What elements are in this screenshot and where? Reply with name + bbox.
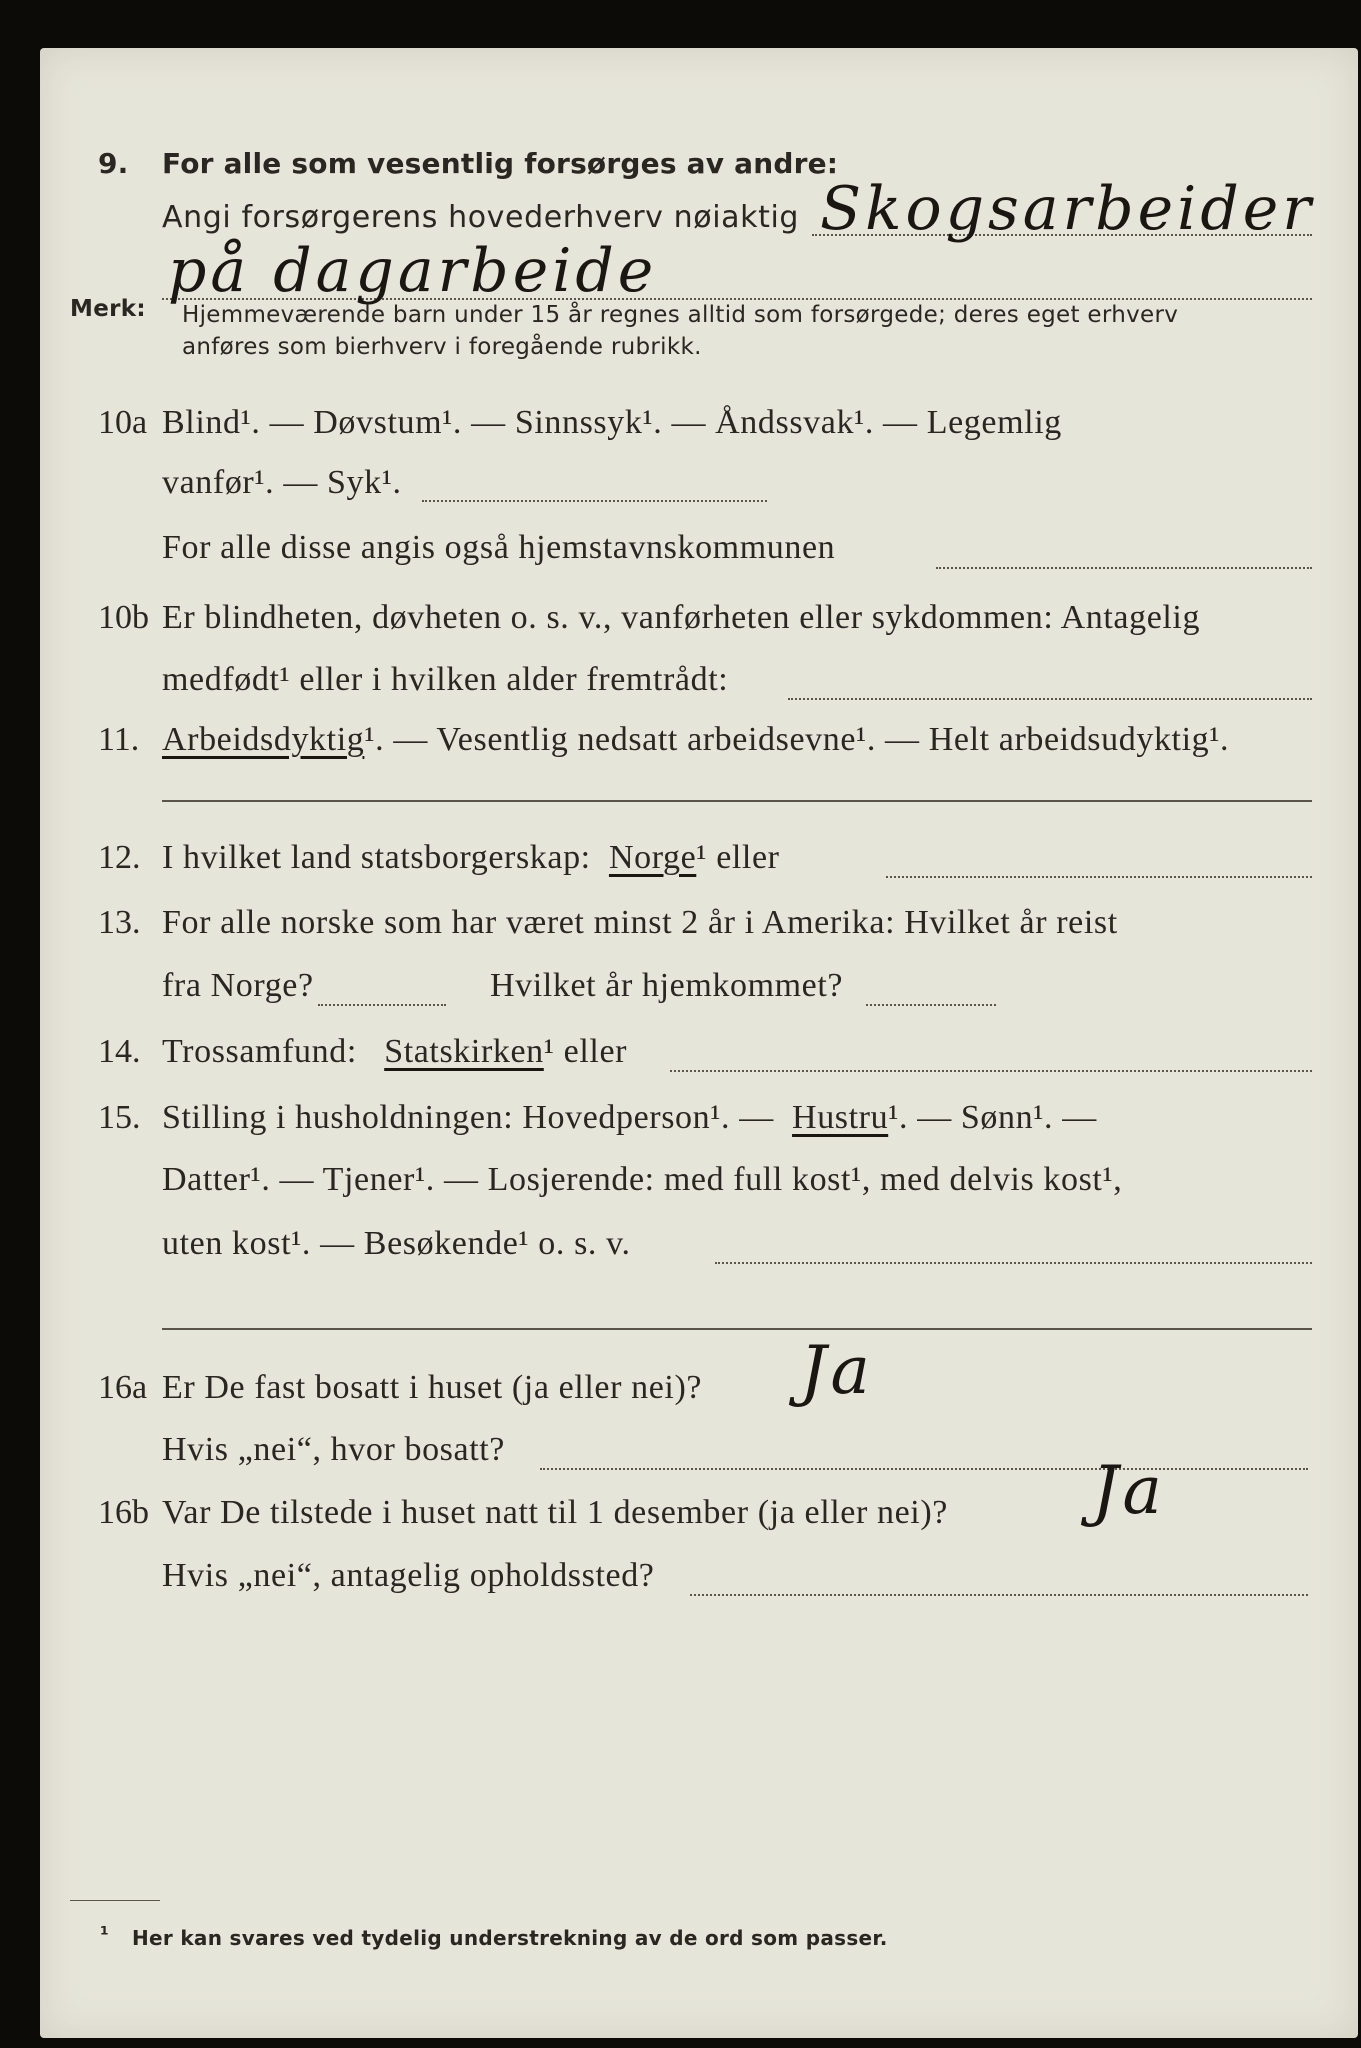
q15-line2: Datter¹. — Tjener¹. — Losjerende: med full kost¹, med delvis kost¹, xyxy=(162,1161,1123,1198)
footnote-mark: ¹ xyxy=(100,1922,110,1946)
q14-answer-line xyxy=(670,1070,1312,1072)
q11-line xyxy=(162,720,1229,760)
q11-number: 11. xyxy=(98,721,140,758)
merk-line1: Hjemmeværende barn under 15 år regnes alltid som forsørgede; deres eget erhverv xyxy=(182,302,1179,328)
q13-line1: For alle norske som har været minst 2 år i Amerika: Hvilket år reist xyxy=(162,904,1118,941)
q10a-line1: Blind¹. — Døvstum¹. — Sinnssyk¹. — Åndssvak¹. — Legemlig xyxy=(162,404,1062,441)
q15-line3: uten kost¹. — Besøkende¹ o. s. v. xyxy=(162,1225,631,1262)
q11-rest: ¹. — Vesentlig nedsatt arbeidsevne¹. — Helt arbeidsudyktig¹. xyxy=(364,721,1230,758)
q14-number: 14. xyxy=(98,1033,141,1070)
q14-text: Trossamfund: xyxy=(162,1033,357,1070)
q10a-kommune-line xyxy=(936,567,1312,569)
q9-number: 9. xyxy=(98,147,129,180)
q12-text: I hvilket land statsborgerskap: xyxy=(162,839,591,876)
merk-line2: anføres som bierhverv i foregående rubrikk. xyxy=(182,334,702,360)
q16b-handwritten-answer: Ja xyxy=(1092,1452,1166,1529)
q16b-line2: Hvis „nei“, antagelig opholdssted? xyxy=(162,1557,655,1594)
merk-label: Merk: xyxy=(70,296,146,322)
q16a-line1: Er De fast bosatt i huset (ja eller nei)? xyxy=(162,1369,703,1406)
q15-underlined-choice: Hustru xyxy=(792,1099,889,1136)
footnote-rule xyxy=(70,1900,160,1901)
q13-number: 13. xyxy=(98,904,141,941)
q14-underlined-choice: Statskirken xyxy=(384,1033,544,1070)
q13-line2b: Hvilket år hjemkommet? xyxy=(490,967,844,1004)
q10a-line3: For alle disse angis også hjemstavnskommunen xyxy=(162,529,836,566)
q16b-line1: Var De tilstede i huset natt til 1 desember (ja eller nei)? xyxy=(162,1494,948,1531)
q16a-bosatt-line xyxy=(540,1468,1308,1470)
q16a-line2: Hvis „nei“, hvor bosatt? xyxy=(162,1431,505,1468)
q15-answer-line2 xyxy=(162,1328,1312,1330)
q15-number: 15. xyxy=(98,1099,141,1136)
footnote-text: Her kan svares ved tydelig understrekning av de ord som passer. xyxy=(132,1926,888,1950)
q11-answer-line xyxy=(162,800,1312,802)
q15-line1-text: Stilling i husholdningen: Hovedperson¹. — xyxy=(162,1099,774,1136)
q15-line1 xyxy=(162,1098,1097,1138)
q15-line1-rest: ¹. — Sønn¹. — xyxy=(888,1099,1097,1136)
q10b-answer-line xyxy=(788,698,1312,700)
q12-answer-line xyxy=(886,876,1312,878)
q14-line xyxy=(162,1032,627,1072)
q10a-syk-line xyxy=(422,500,767,502)
q14-post: ¹ eller xyxy=(543,1033,628,1070)
q10a-number: 10a xyxy=(98,404,148,441)
q16a-handwritten-answer: Ja xyxy=(800,1332,874,1409)
q9-handwritten-answer-1: Skogsarbeider xyxy=(820,174,1315,244)
q10b-line1: Er blindheten, døvheten o. s. v., vanførheten eller sykdommen: Antagelig xyxy=(162,599,1201,636)
q13-line2a: fra Norge? xyxy=(162,967,314,1004)
q10b-number: 10b xyxy=(98,599,149,636)
q16b-opholdssted-line xyxy=(690,1594,1308,1596)
q12-number: 12. xyxy=(98,839,141,876)
q10b-line2: medfødt¹ eller i hvilken alder fremtrådt: xyxy=(162,661,729,698)
census-form-page xyxy=(40,48,1358,2038)
q13-hjemkommet-line xyxy=(866,1004,996,1006)
q12-post: ¹ eller xyxy=(696,839,780,876)
q16b-number: 16b xyxy=(98,1494,149,1531)
q9-line2: Angi forsørgerens hovederhverv nøiaktig xyxy=(162,200,800,235)
q10a-line2: vanfør¹. — Syk¹. xyxy=(162,464,402,501)
q9-line1: For alle som vesentlig forsørges av andre: xyxy=(162,147,839,180)
q11-underlined-choice: Arbeidsdyktig xyxy=(162,721,365,758)
q12-underlined-choice: Norge xyxy=(608,839,697,876)
q16a-number: 16a xyxy=(98,1369,148,1406)
q15-answer-line xyxy=(715,1262,1312,1264)
q12-line xyxy=(162,838,780,878)
q13-reist-line xyxy=(318,1004,446,1006)
q9-handwritten-answer-2: på dagarbeide xyxy=(168,236,658,306)
